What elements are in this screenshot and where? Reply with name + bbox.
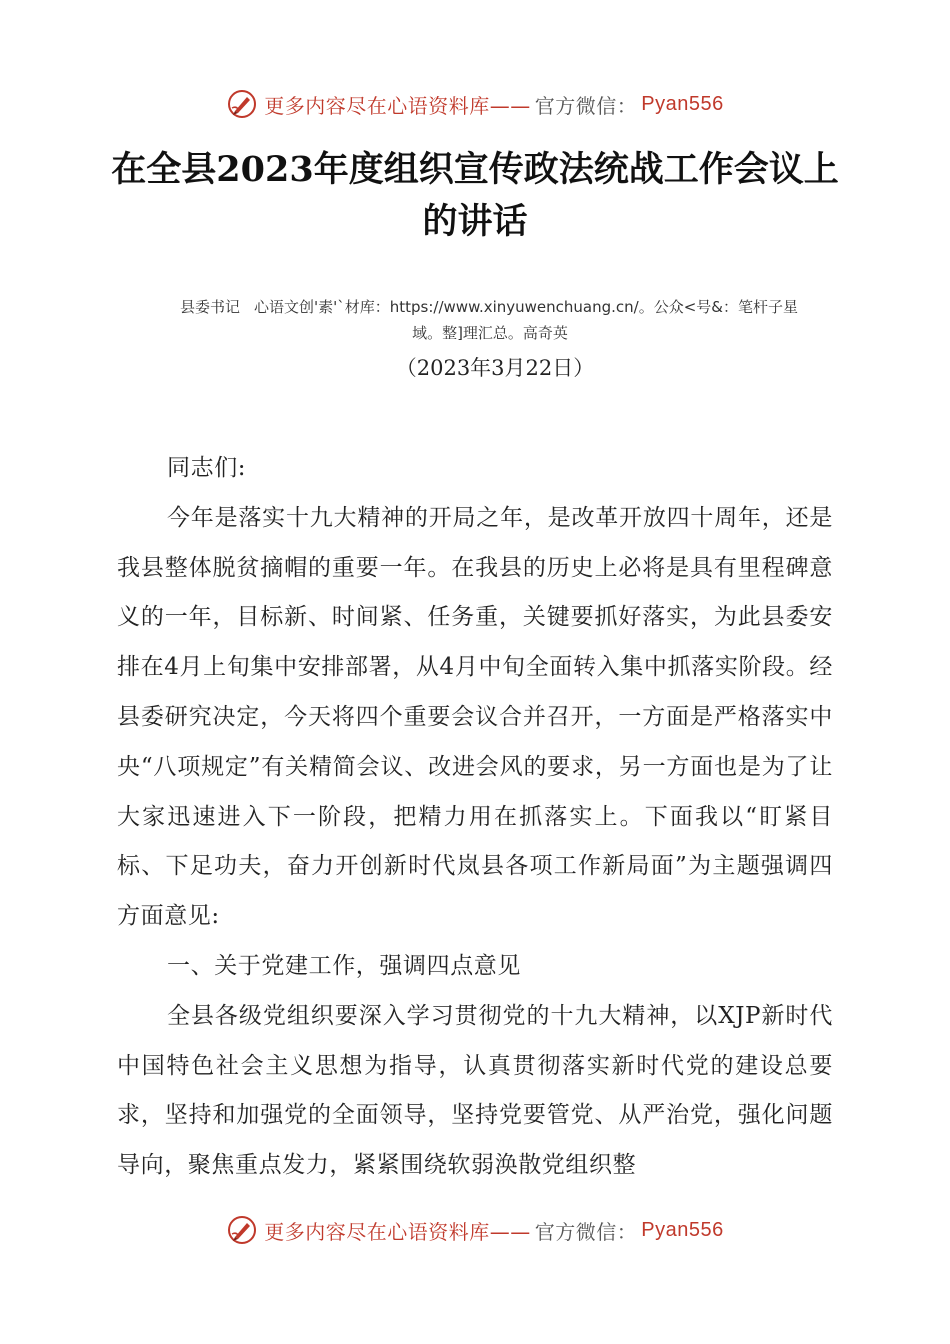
salutation: 同志们: [167,455,247,481]
speech-body [117,444,833,1191]
banner-wechat-id: Pyan556 [641,92,724,115]
speech-date: （2023年3月22日） [395,356,595,380]
document-title: 在全县2023年度组织宣传政法统战工作会议上的讲话 [111,149,839,242]
byline-role: 县委书记 [180,298,241,316]
header-banner [0,84,950,124]
banner-wechat-id: Pyan556 [641,1218,724,1241]
banner-lead-text: 更多内容尽在心语资料库—— [264,93,531,118]
banner-wechat-label: 官方微信： [534,1219,638,1244]
section-heading: 一、关于党建工作，强调四点意见 [167,952,521,979]
pen-seal-icon [226,88,258,120]
paragraph: 全县各级党组织要深入学习贯彻党的十九大精神，以XJP新时代中国特色社会主义思想为指导，认真贯彻落实新时代党的建设总要求，坚持和加强党的全面领导，坚持党要管党、从严治党，强化问题导向，聚焦重点发力，紧紧围绕软弱涣散党组织整 [117,1002,833,1179]
footer-banner [0,1210,950,1250]
banner-lead-text: 更多内容尽在心语资料库—— [264,1219,531,1244]
paragraph: 今年是落实十九大精神的开局之年，是改革开放四十周年，还是我县整体脱贫摘帽的重要一年。在我县的历史上必将是具有里程碑意义的一年，目标新、时间紧、任务重，关键要抓好落实，为此县委安排在4月上旬集中安排部署，从4月中旬全面转入集中抓落实阶段。经县委研究决定，今天将四个重要会议合并召开，一方面是严格落实中央“八项规定”有关精简会议、改进会风的要求，另一方面也是为了让大家迅速进入下一阶段，把精力用在抓落实上。下面我以“盯紧目标、下足功夫，奋力开创新时代岚县各项工作新局面”为主题强调四方面意见: [117,504,833,930]
byline-line-2: 域。整]理汇总。高奇英 [412,324,568,342]
pen-seal-icon [226,1214,258,1246]
byline [180,294,830,346]
byline-line-1: 心语文创'素'`材库：https://www.xinyuwenchuang.cn/。公众<号&：笔杆子星 [254,298,798,316]
banner-wechat-label: 官方微信： [534,93,638,118]
